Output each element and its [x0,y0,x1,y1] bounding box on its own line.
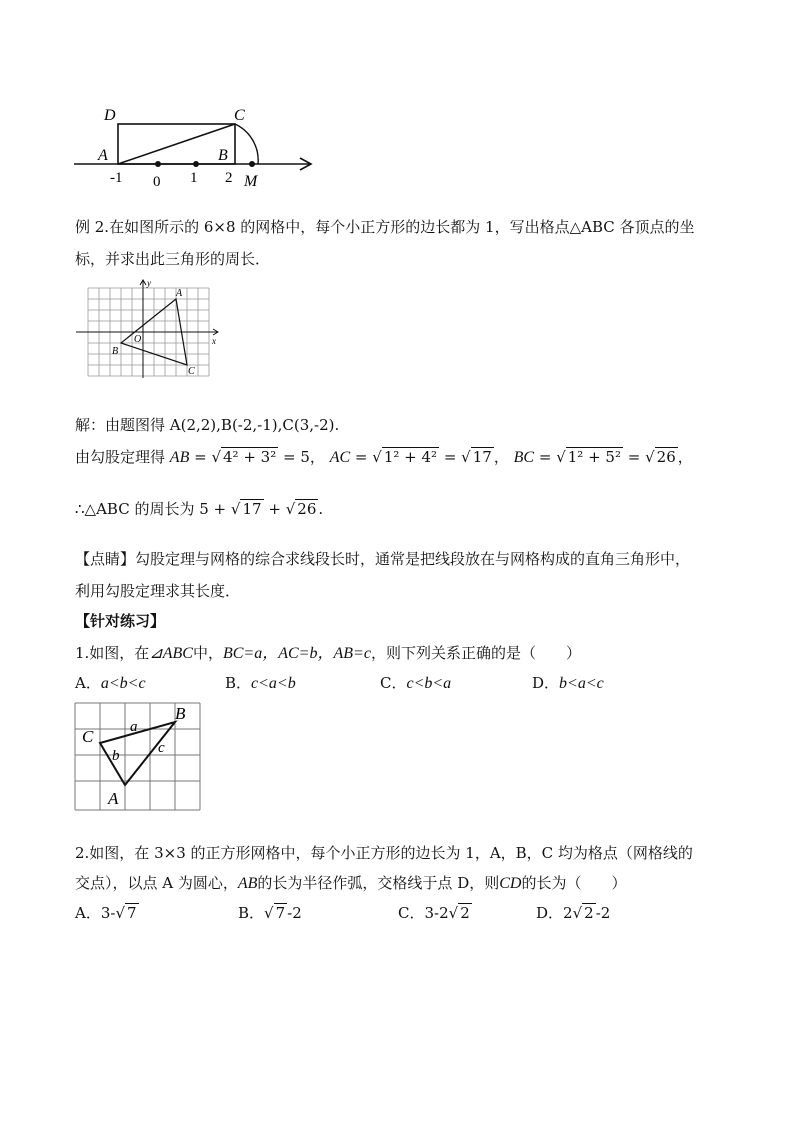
q1-bc-value: =a， [243,645,279,662]
perimeter-a: 5 + [199,500,227,518]
q1-ac: AC [278,645,299,662]
ab-result: = 5， [283,448,325,466]
sqrt-26: √ 26 [645,448,676,466]
label-x: x [212,336,216,346]
tip-line1: 【点睛】勾股定理与网格的综合求线段长时，通常是把线段放在与网格构成的直角三角形中， [75,550,691,568]
math-bc: BC [513,449,535,466]
label-b-side: b [112,748,120,764]
sqrt-bc: √ 1² + 5² [556,448,621,466]
label-a: A [108,789,119,808]
label-m: M [244,173,258,190]
tick-1: 1 [190,170,198,186]
label-c-side: c [158,740,165,756]
q2-cd: CD [499,875,522,892]
grid-figure-abc [72,278,222,378]
sqrt-ab: √ 4² + 3² [211,448,277,466]
q1-option-c[interactable]: C．c<b<a [380,674,452,692]
sqrt-ac: √ 1² + 4² [372,448,438,466]
ac-sep: ， [493,448,509,466]
tip-line2: 利用勾股定理求其长度． [75,582,241,600]
q2-option-d[interactable]: D．2√ 2 -2 [536,904,611,922]
point-0 [155,161,161,167]
tick-2: 2 [225,170,233,186]
tick-minus1: -1 [110,170,123,186]
math-ab: AB [169,449,190,466]
perimeter-end: . [318,500,324,518]
bc-end: ， [677,448,693,466]
q2-text-c: 的长为（ ） [521,874,627,892]
q2-option-c[interactable]: C．3-2√ 2 [398,904,470,922]
q2-text-a: 交点），以点 A 为圆心， [75,874,238,892]
label-c: C [234,107,245,124]
q2-text-b: 的长为半径作弧，交格线于点 D，则 [257,874,500,892]
label-o: O [134,334,142,345]
q2-option-b[interactable]: B．√ 7 -2 [238,904,302,922]
perimeter-plus: + [268,500,281,518]
q1-option-b[interactable]: B．c<a<b [225,674,296,692]
perimeter-prefix: ∴△ABC 的周长为 [75,500,195,518]
q1-triangle: ⊿ABC [149,645,193,662]
number-line-figure [70,100,330,192]
solution-prefix: 由勾股定理得 [75,448,166,466]
q1-stem [75,640,581,663]
solution-line3 [75,498,323,519]
solution-line1: 解：由题图得 A(2,2),B(-2,-1),C(3,-2). [75,416,340,434]
label-b: B [175,704,186,723]
q1-bc: BC [222,645,244,662]
q2-line2 [75,872,626,893]
q1-ac-value: =b， [298,645,334,662]
label-a: A [176,288,183,299]
label-c: C [188,366,195,377]
label-b: B [218,147,228,164]
q2-ab: AB [237,875,258,892]
label-a: A [98,147,108,164]
q1-grid-figure [72,700,206,812]
example2-line1: 例 2.在如图所示的 6×8 的网格中，每个小正方形的边长都为 1，写出格点△ABC 各顶点的坐 [75,218,695,236]
q1-ab: AB [333,645,354,662]
arc-cm [235,124,258,164]
q2-option-a[interactable]: A．3-√ 7 [75,904,137,922]
bc-equals: = [627,448,641,466]
solution-line2: 由勾股定理得 AB = √ 4² + 3² = 5， AC = √ 1² + 4² = √ 17 ， BC = √ 1² + 5² = √ 26 ， [75,448,693,466]
sqrt-17: √ 17 [461,448,492,466]
label-y: y [147,278,151,288]
point-1 [193,161,199,167]
point-m [249,161,255,167]
tick-0: 0 [153,174,161,190]
q1-ab-value: =c [353,645,371,662]
label-a-side: a [130,719,138,735]
q1-option-a[interactable]: A．a<b<c [75,674,146,692]
q1-option-d[interactable]: D．b<a<c [532,674,604,692]
ac-equals: = [443,448,457,466]
label-b: B [112,346,119,357]
label-c: C [82,727,94,746]
q1-text-b: 中， [192,644,223,662]
math-ac: AC [329,449,351,466]
example2-line2: 标，并求出此三角形的周长． [75,250,271,268]
q2-line1: 2.如图，在 3×3 的正方形网格中，每个小正方形的边长为 1，A，B，C 均为格点（网格线的 [75,844,693,862]
q1-text-a: 1.如图，在 [75,644,150,662]
q1-text-c: ，则下列关系正确的是（ ） [370,644,581,662]
label-d: D [104,107,116,124]
sqrt-17b: √ 17 [230,500,262,518]
sqrt-26b: √ 26 [285,500,317,518]
practice-header: 【针对练习】 [75,612,166,630]
